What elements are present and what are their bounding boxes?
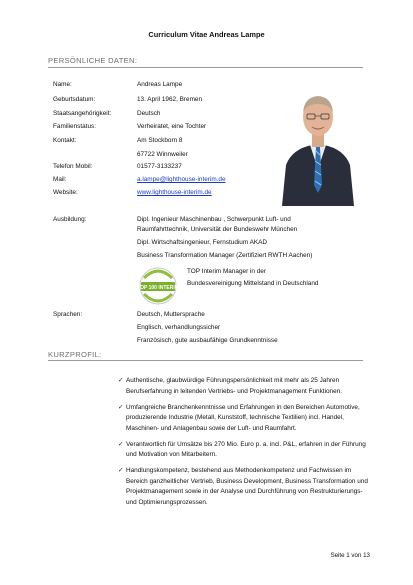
birth-value: 13. April 1962, Bremen (137, 96, 203, 103)
profile-item-text: Authentische, glaubwürdige Führungspersönlichkeit mit mehr als 25 Jahren Berufserfahrung in leitenden Vertriebs- und Projektmanagement Funktionen. (126, 377, 342, 395)
check-icon: ✓ (118, 377, 124, 384)
profile-list (118, 376, 372, 514)
mail-link[interactable]: a.lampe@lighthouse-interim.de (137, 176, 226, 183)
badge-text: TOP 100 INTERIM (137, 284, 179, 291)
name-value: Andreas Lampe (137, 81, 183, 88)
top-interim-line-2: Bundesvereinigung Mittelstand in Deutschland (187, 280, 319, 287)
check-icon: ✓ (118, 403, 124, 411)
top100-interim-badge (136, 266, 180, 306)
family-value: Verheiratet, eine Tochter (137, 123, 207, 130)
section-personal-heading: PERSÖNLICHE DATEN: (48, 56, 138, 65)
website-label: Website: (53, 189, 78, 196)
list-item (118, 403, 372, 435)
language-line-1: Deutsch, Muttersprache (137, 311, 205, 318)
section-profile-heading: KURZPROFIL: (48, 350, 102, 359)
check-icon: ✓ (118, 440, 124, 448)
education-line-2: Raumfahrttechnik, Universität der Bundeswehr München (137, 226, 298, 233)
top-interim-line-1: TOP Interim Manager in der (187, 268, 266, 275)
profile-item-text: Umfangreiche Branchenkenntnisse und Erfahrungen in den Bereichen Automotive, produzierende Industrie (Metall, Kunststoff, technische Textilien) incl. Handel, Maschinen- und Anlagenbau sowie der Luft- und Raumfahrt. (126, 403, 360, 432)
portrait-photo (272, 77, 363, 206)
language-line-2: Englisch, verhandlungssicher (137, 324, 221, 331)
family-label: Familienstatus: (53, 123, 96, 130)
name-label: Name: (53, 81, 72, 88)
contact-street: Am Stockborn 8 (137, 137, 183, 144)
contact-city: 67722 Winnweiler (137, 151, 188, 158)
education-line-3: Dipl. Wirtschaftsingenieur, Fernstudium AKAD (137, 239, 267, 246)
document-title: Curriculum Vitae Andreas Lampe (148, 30, 265, 39)
contact-label: Kontakt: (53, 137, 77, 144)
phone-label: Telefon Mobil: (53, 163, 93, 170)
list-item (118, 440, 372, 461)
list-item (118, 376, 372, 397)
check-icon: ✓ (118, 467, 124, 474)
list-item (118, 466, 372, 508)
language-line-3: Französisch, gute ausbaufähige Grundkenntnisse (137, 337, 278, 344)
profile-item-text: Verantwortlich für Umsätze bis 270 Mio. Euro p. a. incl. P&L, erfahren in der Führung und Motivation von Mitarbeitern. (126, 440, 366, 458)
education-label: Ausbildung: (53, 216, 87, 223)
section-divider (48, 360, 363, 361)
education-line-1: Dipl. Ingenieur Maschinenbau , Schwerpunkt Luft- und (137, 216, 291, 223)
nationality-value: Deutsch (137, 110, 161, 117)
phone-value: 01577-3133237 (137, 163, 182, 170)
website-link[interactable]: www.lighthouse-interim.de (137, 189, 212, 196)
birth-label: Geburtsdatum: (53, 96, 96, 103)
education-line-4: Business Transformation Manager (Zertifiziert RWTH Aachen) (137, 252, 313, 259)
mail-label: Mail: (53, 176, 67, 183)
nationality-label: Staatsangehörigkeit: (53, 110, 112, 117)
languages-label: Sprachen: (53, 311, 83, 318)
section-divider (48, 67, 363, 68)
profile-item-text: Handlungskompetenz, bestehend aus Methodenkompetenz und Fachwissen im Bereich ganzheitlicher Vertrieb, Business Development, Business Transformation und Projektmanagement sowie in der Analyse und Durchführung von Restrukturierungs- und Optimierungsprozessen. (126, 467, 368, 506)
page-number: Seite 1 von 13 (330, 552, 370, 559)
